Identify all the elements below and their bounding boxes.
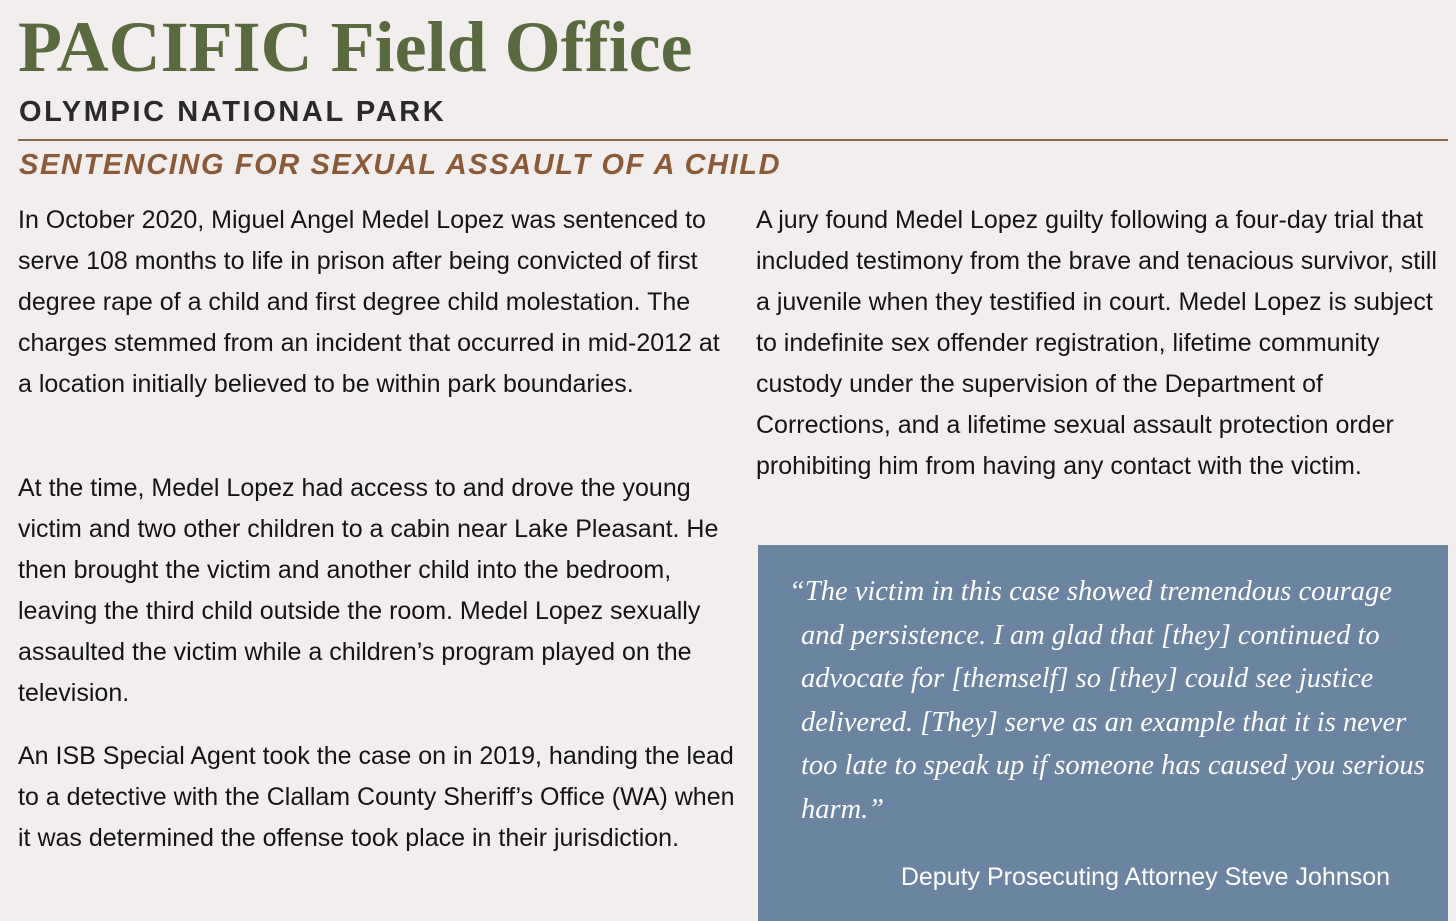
pull-quote-box <box>758 545 1448 921</box>
pull-quote-text: “The victim in this case showed tremendous courage and persistence. I am glad that [they] continued to advocate for [themself] so [they] could see justice delivered. [They] serve as an example that it is never too late to speak up if someone has caused you serious harm.” <box>789 576 1425 825</box>
park-subtitle: OLYMPIC NATIONAL PARK <box>19 96 447 128</box>
article-paragraph-1: In October 2020, Miguel Angel Medel Lopez was sentenced to serve 108 months to life in prison after being convicted of first degree rape of a child and first degree child molestation. The charges stemmed from an incident that occurred in mid-2012 at a location initially believed to be within park boundaries. <box>18 206 720 398</box>
article-paragraph-3: An ISB Special Agent took the case on in 2019, handing the lead to a detective with the Clallam County Sheriff’s Office (WA) when it was determined the offense took place in their jurisdiction. <box>18 742 735 852</box>
article-heading: SENTENCING FOR SEXUAL ASSAULT OF A CHILD <box>19 149 782 181</box>
article-paragraph-2: At the time, Medel Lopez had access to and drove the young victim and two other children to a cabin near Lake Pleasant. He then brought the victim and another child into the bedroom, leaving the third child outside the room. Medel Lopez sexually assaulted the victim while a children’s program played on the television. <box>18 474 719 707</box>
article-paragraph-4: A jury found Medel Lopez guilty following a four-day trial that included testimony from the brave and tenacious survivor, still a juvenile when they testified in court. Medel Lopez is subject to indefinite sex offender registration, lifetime community custody under the supervision of the Department of Corrections, and a lifetime sexual assault protection order prohibiting him from having any contact with the victim. <box>756 206 1437 480</box>
page-title: PACIFIC Field Office <box>18 7 693 87</box>
quote-attribution: Deputy Prosecuting Attorney Steve Johnson <box>900 863 1390 891</box>
header-divider <box>18 139 1448 141</box>
